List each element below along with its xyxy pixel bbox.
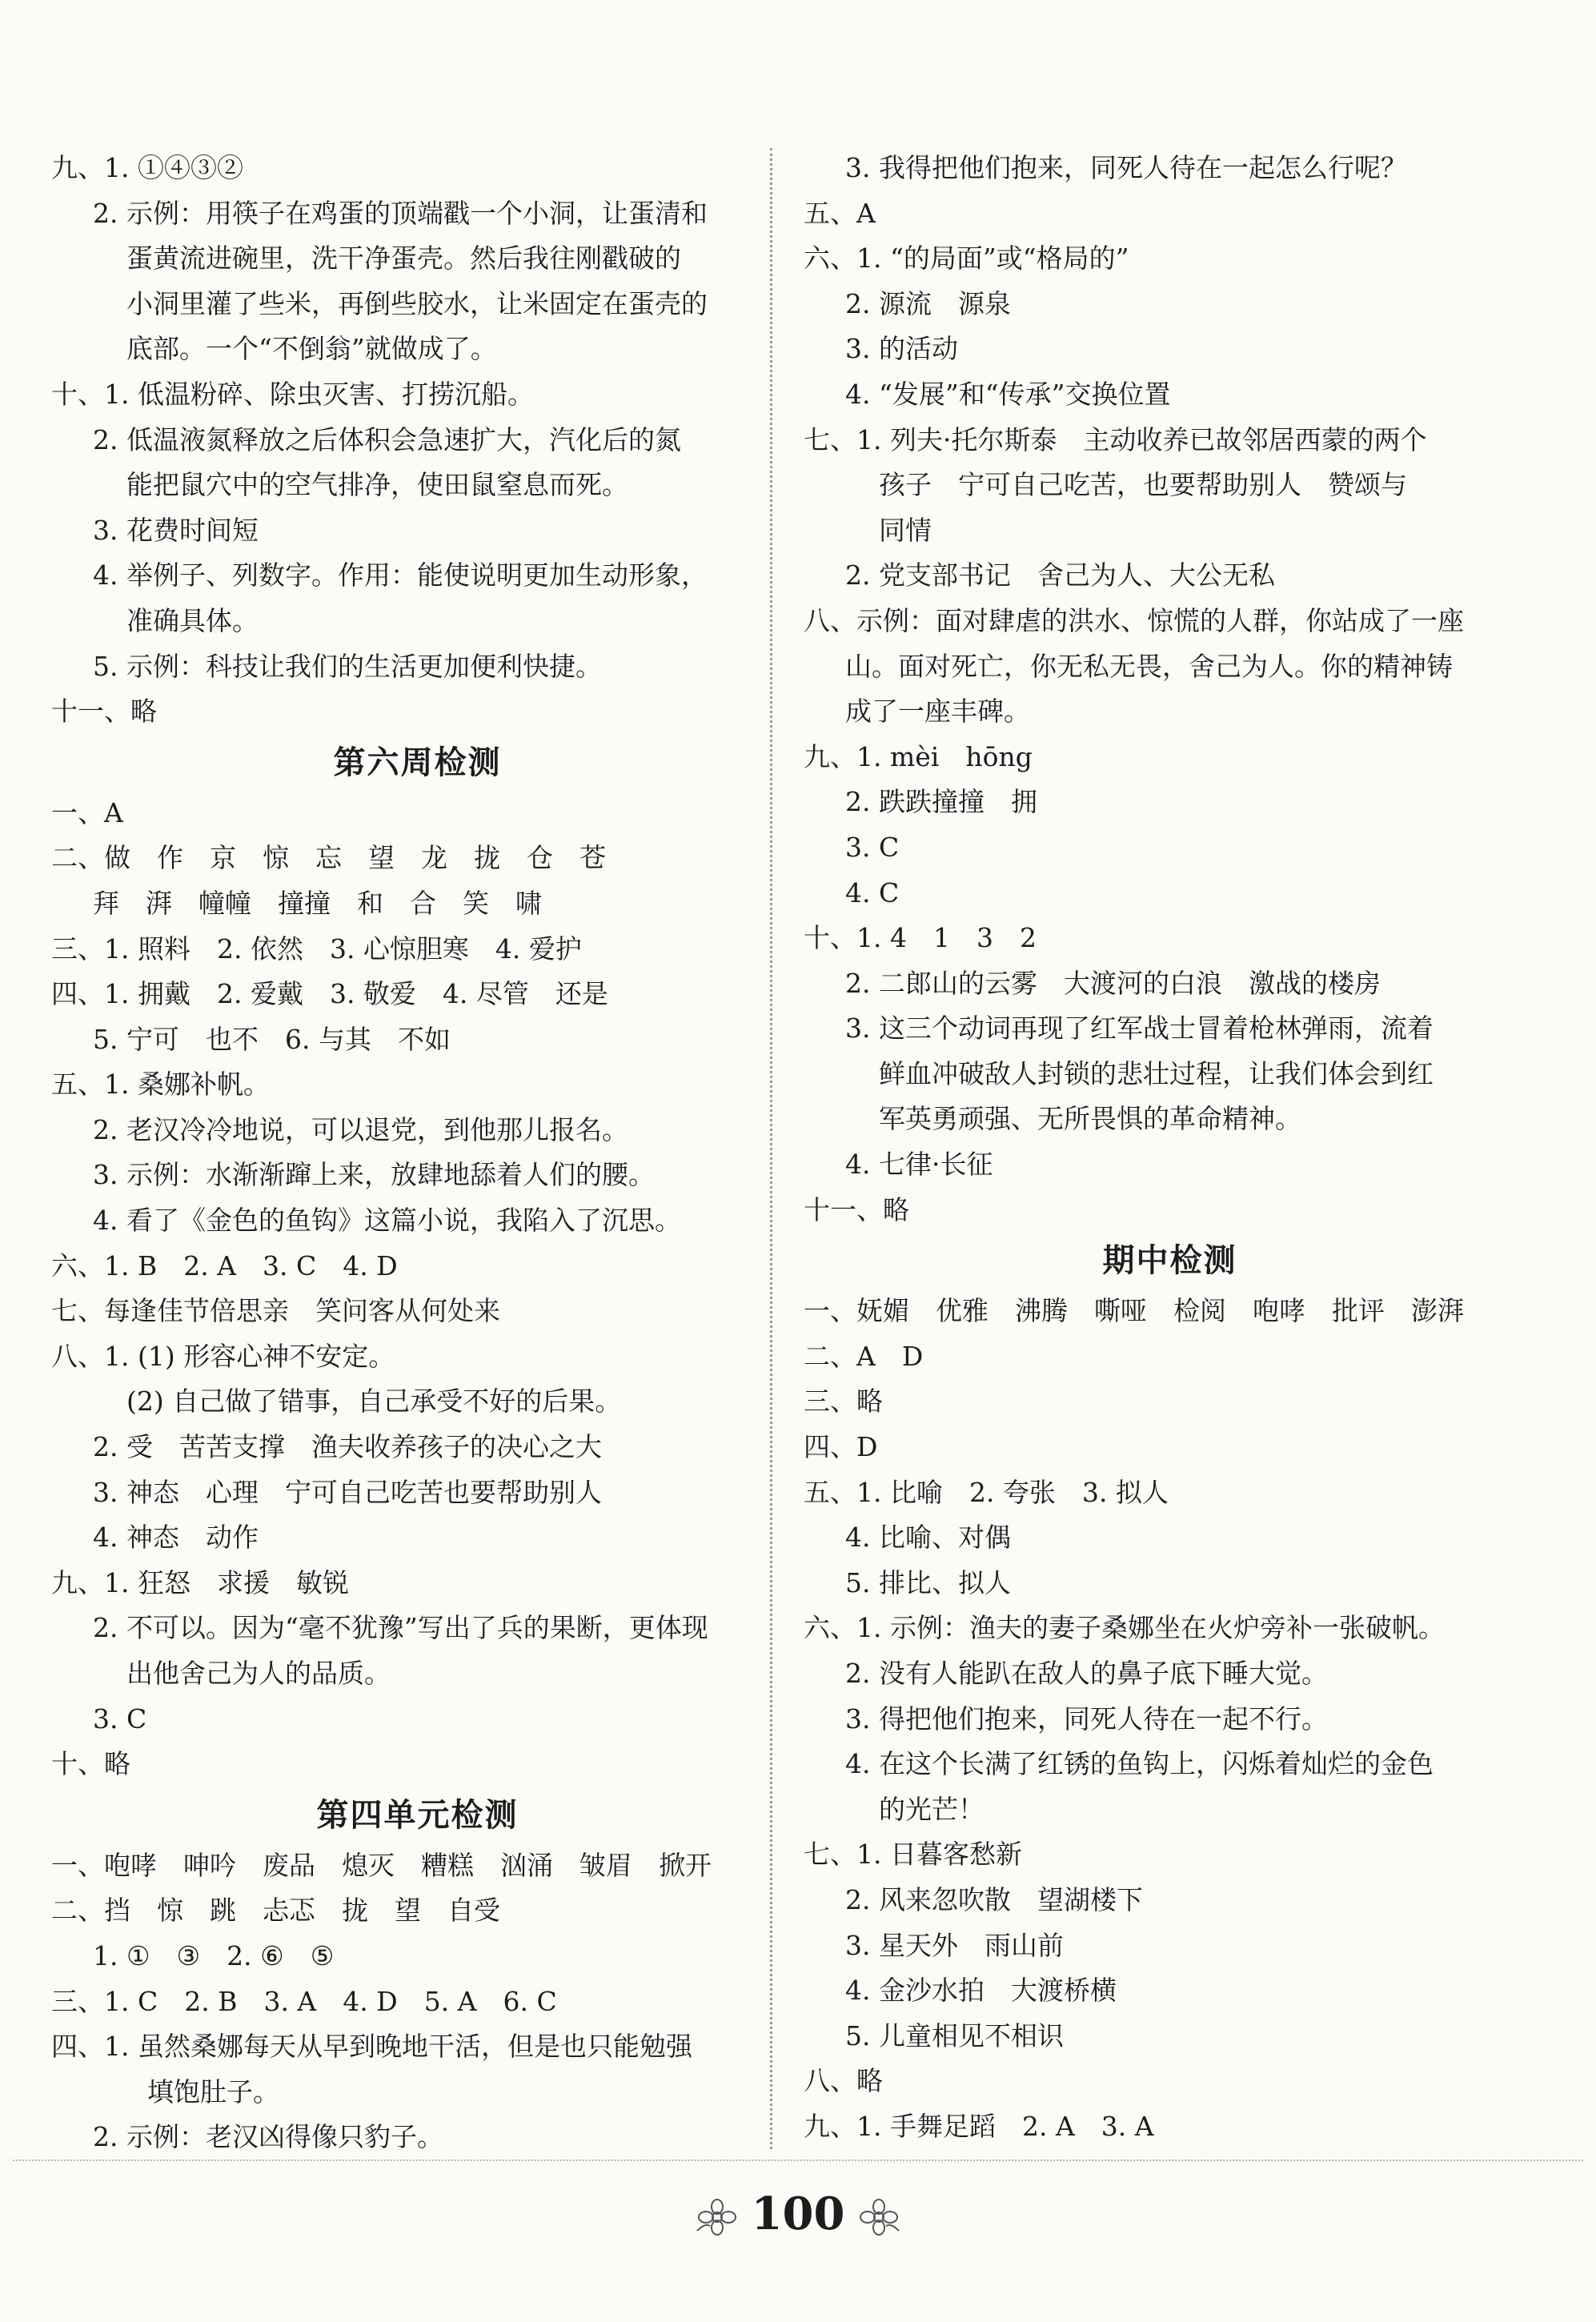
answer-line: (2) 自己做了错事，自己承受不好的后果。 xyxy=(126,1386,622,1418)
answer-line: 3. 神态 心理 宁可自己吃苦也要帮助别人 xyxy=(93,1476,602,1508)
answer-line: 4. “发展”和“传承”交换位置 xyxy=(845,378,1171,410)
answer-line: 九、1. mèi hōng xyxy=(804,740,1033,772)
answer-line: 五、1. 桑娜补帆。 xyxy=(51,1069,270,1101)
answer-line: 3. 得把他们抱来，同死人待在一起不行。 xyxy=(845,1702,1328,1734)
answer-line: 5. 排比、拟人 xyxy=(845,1566,1011,1598)
answer-line: 2. 党支部书记 舍己为人、大公无私 xyxy=(845,559,1275,592)
answer-line: 3. 示例：水渐渐蹿上来，放肆地舔着人们的腰。 xyxy=(93,1159,655,1191)
answer-line: 准确具体。 xyxy=(126,604,259,636)
answer-line: 十一、略 xyxy=(51,696,157,728)
answer-line: 能把鼠穴中的空气排净，使田鼠窒息而死。 xyxy=(126,469,628,501)
answer-line: 2. 示例：老汉凶得像只豹子。 xyxy=(93,2121,443,2153)
answer-line: 四、D xyxy=(804,1431,878,1463)
answer-line: 一、咆哮 呻吟 废品 熄灭 糟糕 汹涌 皱眉 掀开 xyxy=(51,1849,712,1881)
answer-line: 九、1. 狂怒 求援 敏锐 xyxy=(51,1566,349,1598)
answer-line: 二、挡 惊 跳 忐忑 拢 望 自受 xyxy=(51,1895,500,1927)
answer-line: 底部。一个“不倒翁”就做成了。 xyxy=(126,333,497,365)
answer-line: 3. 花费时间短 xyxy=(93,514,259,546)
answer-line: 成了一座丰碑。 xyxy=(845,696,1030,728)
answer-line: 4. C xyxy=(845,876,900,908)
section-heading: 第四单元检测 xyxy=(316,1796,519,1834)
bottom-rule xyxy=(13,2160,1583,2161)
answer-line: 2. 跌跌撞撞 拥 xyxy=(845,786,1037,818)
answer-line: 4. 比喻、对偶 xyxy=(845,1522,1011,1554)
answer-line: 2. 不可以。因为“毫不犹豫”写出了兵的果断，更体现 xyxy=(93,1612,708,1644)
answer-line: 七、1. 列夫·托尔斯泰 主动收养已故邻居西蒙的两个 xyxy=(804,423,1427,455)
answer-line: 四、1. 虽然桑娜每天从早到晚地干活，但是也只能勉强 xyxy=(51,2031,692,2063)
answer-line: 4. 举例子、列数字。作用：能使说明更加生动形象， xyxy=(93,559,708,592)
answer-line: 九、1. 手舞足蹈 2. A 3. A xyxy=(804,2110,1154,2142)
answer-line: 山。面对死亡，你无私无畏，舍己为人。你的精神铸 xyxy=(845,650,1453,682)
answer-line: 三、1. 照料 2. 依然 3. 心惊胆寒 4. 爱护 xyxy=(51,932,582,964)
answer-line: 六、1. 示例：渔夫的妻子桑娜坐在火炉旁补一张破帆。 xyxy=(804,1612,1445,1644)
answer-line: 3. 的活动 xyxy=(845,333,958,365)
answer-line: 5. 宁可 也不 6. 与其 不如 xyxy=(93,1023,451,1055)
answer-line: 三、1. C 2. B 3. A 4. D 5. A 6. C xyxy=(51,1985,557,2017)
answer-line: 4. 七律·长征 xyxy=(845,1149,993,1181)
answer-line: 2. 低温液氮释放之后体积会急速扩大，汽化后的氮 xyxy=(93,423,681,455)
answer-line: 鲜血冲破敌人封锁的悲壮过程，让我们体会到红 xyxy=(879,1057,1434,1089)
answer-line: 2. 源流 源泉 xyxy=(845,287,1011,319)
answer-line: 出他舍己为人的品质。 xyxy=(126,1658,391,1689)
answer-line: 2. 受 苦苦支撑 渔夫收养孩子的决心之大 xyxy=(93,1431,602,1463)
answer-line: 的光芒！ xyxy=(879,1793,984,1825)
answer-line: 4. 看了《金色的鱼钩》这篇小说，我陷入了沉思。 xyxy=(93,1205,681,1237)
answer-line: 2. 风来忽吹散 望湖楼下 xyxy=(845,1883,1143,1915)
answer-line: 二、A D xyxy=(804,1340,924,1372)
answer-line: 3. 我得把他们抱来，同死人待在一起怎么行呢？ xyxy=(845,152,1407,183)
answer-line: 2. 老汉冷冷地说，可以退党，到他那儿报名。 xyxy=(93,1113,628,1145)
answer-line: 1. ① ③ 2. ⑥ ⑤ xyxy=(93,1939,335,1971)
answer-line: 5. 示例：科技让我们的生活更加便利快捷。 xyxy=(93,650,602,682)
answer-line: 十、1. 4 1 3 2 xyxy=(804,922,1037,954)
answer-line: 5. 儿童相见不相识 xyxy=(845,2019,1064,2051)
page-number: 100 xyxy=(751,2188,845,2240)
answer-line: 3. 这三个动词再现了红军战士冒着枪林弹雨，流着 xyxy=(845,1013,1434,1045)
answer-line: 2. 二郎山的云雾 大渡河的白浪 激战的楼房 xyxy=(845,967,1381,999)
answer-line: 一、妩媚 优雅 沸腾 嘶哑 检阅 咆哮 批评 澎湃 xyxy=(804,1295,1464,1327)
answer-line: 七、每逢佳节倍思亲 笑问客从何处来 xyxy=(51,1295,500,1327)
answer-line: 4. 金沙水拍 大渡桥横 xyxy=(845,1975,1117,2007)
answer-line: 六、1. “的局面”或“格局的” xyxy=(804,243,1129,275)
answer-line: 3. C xyxy=(93,1702,147,1734)
answer-line: 3. 星天外 雨山前 xyxy=(845,1929,1064,1961)
answer-line: 孩子 宁可自己吃苦，也要帮助别人 赞颂与 xyxy=(879,469,1407,501)
answer-line: 七、1. 日暮客愁新 xyxy=(804,1839,1022,1871)
left-column xyxy=(51,146,784,2160)
answer-line: 一、A xyxy=(51,796,123,828)
answer-line: 小洞里灌了些米，再倒些胶水，让米固定在蛋壳的 xyxy=(126,287,708,319)
answer-line: 八、1. (1) 形容心神不安定。 xyxy=(51,1340,395,1372)
section-heading: 第六周检测 xyxy=(333,744,502,781)
answer-line: 五、A xyxy=(804,197,876,229)
flower-icon xyxy=(856,2199,902,2236)
answer-line: 3. C xyxy=(845,831,900,863)
answer-line: 同情 xyxy=(879,514,932,546)
answer-line: 六、1. B 2. A 3. C 4. D xyxy=(51,1249,398,1281)
flower-icon xyxy=(694,2199,740,2236)
answer-line: 十一、略 xyxy=(804,1193,909,1225)
answer-line: 军英勇顽强、无所畏惧的革命精神。 xyxy=(879,1103,1301,1135)
answer-line: 4. 神态 动作 xyxy=(93,1522,259,1554)
answer-line: 二、做 作 京 惊 忘 望 龙 拢 仓 苍 xyxy=(51,842,606,874)
answer-line: 2. 示例：用筷子在鸡蛋的顶端戳一个小洞，让蛋清和 xyxy=(93,197,708,229)
answer-line: 十、1. 低温粉碎、除虫灭害、打捞沉船。 xyxy=(51,378,534,410)
answer-line: 三、略 xyxy=(804,1386,883,1418)
answer-line: 蛋黄流进碗里，洗干净蛋壳。然后我往刚戳破的 xyxy=(126,243,681,275)
answer-line: 九、1. ①④③② xyxy=(51,152,243,183)
right-column xyxy=(804,146,1536,2150)
section-heading: 期中检测 xyxy=(1102,1242,1237,1280)
answer-line: 填饱肚子。 xyxy=(147,2075,279,2107)
page-footer xyxy=(0,2186,1596,2242)
answer-line: 五、1. 比喻 2. 夸张 3. 拟人 xyxy=(804,1476,1169,1508)
answer-line: 2. 没有人能趴在敌人的鼻子底下睡大觉。 xyxy=(845,1658,1328,1689)
answer-line: 拜 湃 幢幢 撞撞 和 合 笑 啸 xyxy=(93,887,542,919)
answer-line: 八、略 xyxy=(804,2065,883,2097)
answer-line: 八、示例：面对肆虐的洪水、惊慌的人群，你站成了一座 xyxy=(804,604,1464,636)
answer-line: 四、1. 拥戴 2. 爱戴 3. 敬爱 4. 尽管 还是 xyxy=(51,978,608,1010)
column-divider xyxy=(770,148,772,2149)
answer-line: 4. 在这个长满了红锈的鱼钩上，闪烁着灿烂的金色 xyxy=(845,1748,1434,1780)
answer-line: 十、略 xyxy=(51,1748,130,1780)
